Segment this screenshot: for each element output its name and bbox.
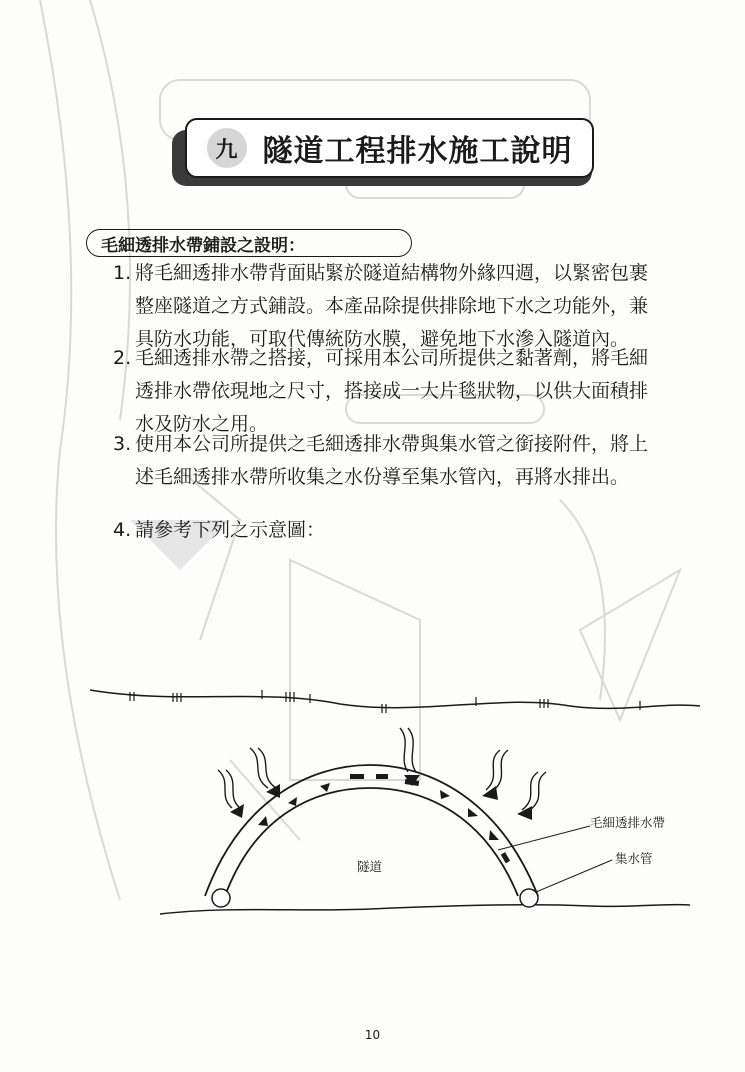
list-item-number: 2. [113, 347, 132, 369]
drain-belt-label: 毛細透排水帶 [590, 815, 666, 830]
surface-texture-marks [130, 690, 640, 713]
collector-pipe-right [520, 889, 538, 907]
list-item-line: 使用本公司所提供之毛細透排水帶與集水管之銜接附件，將上 [135, 433, 649, 455]
list-item-line: 水及防水之用。 [135, 413, 269, 435]
title-banner [185, 118, 594, 178]
collector-pipe-label: 集水管 [615, 851, 653, 866]
list-item-number: 4. [113, 519, 132, 541]
collector-pipe-left [212, 889, 230, 907]
page-title: 隧道工程排水施工說明 [262, 134, 573, 169]
list-item-4 [113, 514, 693, 550]
chapter-number: 九 [207, 128, 247, 168]
list-item-line: 請參考下列之示意圖： [135, 519, 326, 541]
drain-belt-leader [498, 826, 590, 850]
list-item-line: 透排水帶依現地之尺寸，搭接成一大片毯狀物，以供大面積排 [135, 380, 649, 402]
list-item-number: 1. [113, 262, 132, 284]
section-heading-text: 毛細透排水帶鋪設之設明： [101, 235, 305, 256]
list-item-line: 具防水功能，可取代傳統防水膜，避免地下水滲入隧道內。 [135, 328, 630, 350]
section-heading [86, 229, 412, 257]
tunnel-drainage-diagram [0, 640, 745, 940]
page-number: 10 [364, 1028, 381, 1042]
tunnel-floor-line [160, 905, 690, 914]
list-item-3 [113, 428, 693, 498]
tunnel-arch-outer [205, 765, 538, 896]
list-item-line: 將毛細透排水帶背面貼緊於隧道結構物外緣四週，以緊密包裹 [135, 262, 649, 284]
list-item-line: 述毛細透排水帶所收集之水份導至集水管內，再將水排出。 [135, 466, 630, 488]
tunnel-label: 隧道 [357, 859, 383, 874]
belt-flow-arrows [258, 774, 510, 863]
list-item-line: 整座隧道之方式鋪設。本產品除提供排除地下水之功能外，兼 [135, 295, 649, 317]
collector-pipe-leader [536, 860, 612, 892]
list-item-line: 毛細透排水帶之搭接，可採用本公司所提供之黏著劑，將毛細 [135, 347, 649, 369]
list-item-number: 3. [113, 433, 132, 455]
list-item-2 [113, 342, 693, 442]
